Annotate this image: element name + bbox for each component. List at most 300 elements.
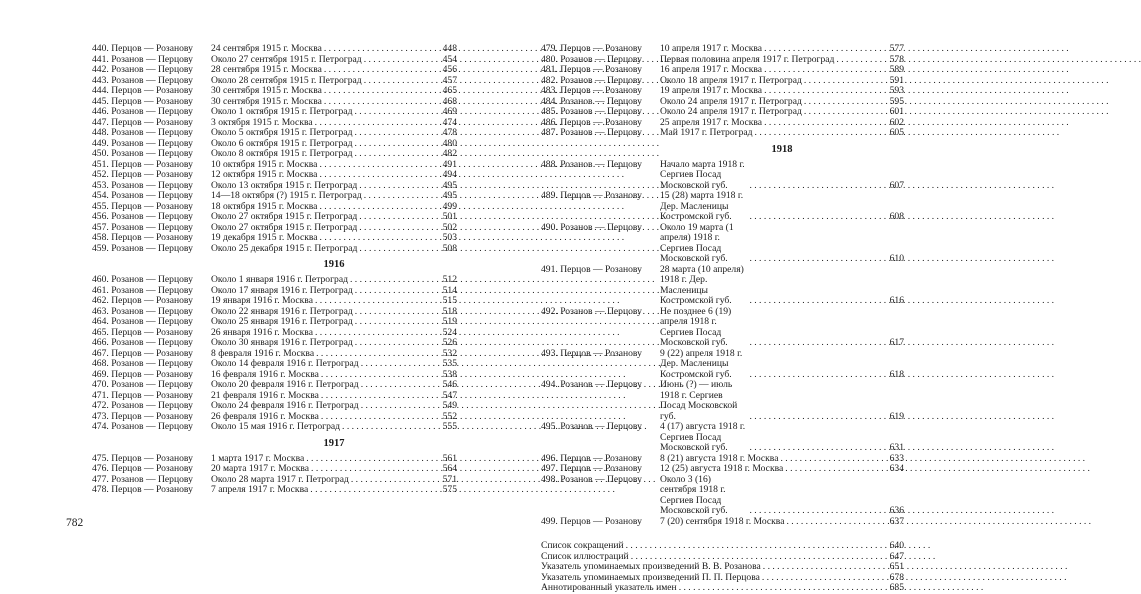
letter-description: Июнь (?) — июль 1918 г. Сергиев Посад Московской губ. — [660, 379, 738, 422]
dot-leader — [319, 170, 437, 181]
dot-leader — [354, 149, 437, 160]
page-ref: 616 — [889, 295, 904, 306]
correspondents: 467. Перцов — Розанову — [92, 347, 193, 359]
correspondents: 442. Розанов — Перцову — [92, 64, 193, 75]
letter-description: 30 сентября 1915 г. Москва — [211, 85, 322, 96]
correspondents: 444. Перцов — Розанову — [92, 85, 193, 96]
letter-entry — [92, 86, 457, 97]
correspondents: 440. Перцов — Розанову — [92, 43, 193, 54]
section-title: Указатель упоминаемых произведений В. В. Розанова — [541, 561, 761, 572]
letter-date-place — [660, 128, 904, 139]
dot-leader — [764, 44, 884, 55]
correspondents: 471. Перцов — Розанову — [92, 389, 193, 401]
correspondents: 497. Перцов — Розанову — [541, 463, 642, 474]
correspondents: 468. Розанов — Перцову — [92, 358, 193, 369]
letter-description: 7 апреля 1917 г. Москва — [211, 484, 309, 495]
letter-entry — [92, 244, 457, 255]
letter-description: Около 15 мая 1916 г. Петроград — [211, 421, 341, 432]
dot-leader — [324, 86, 437, 97]
dot-leader — [749, 181, 884, 192]
page-ref: 518 — [442, 305, 457, 317]
dot-leader — [310, 485, 437, 496]
letter-date-place — [660, 265, 904, 307]
correspondents: 464. Розанов — Перцову — [92, 316, 193, 327]
letter-description: Около 3 (16) сентября 1918 г. Сергиев Посад Московской губ. — [660, 473, 728, 516]
letter-date-place — [211, 149, 457, 160]
letter-date-place — [211, 485, 457, 496]
letter-entry — [92, 191, 457, 202]
letter-entry — [541, 349, 904, 381]
page-ref: 532 — [442, 347, 457, 359]
letter-entry — [541, 107, 904, 118]
right-page — [541, 44, 904, 594]
dot-leader — [749, 412, 884, 423]
correspondents: 477. Розанов — Перцову — [92, 473, 193, 485]
correspondents: 457. Розанов — Перцову — [92, 221, 193, 233]
correspondents: 482. Розанов — Перцову — [541, 74, 642, 86]
dot-leader — [324, 44, 437, 55]
page-ref: 495 — [442, 179, 457, 191]
dot-leader — [311, 464, 437, 475]
letter-entry — [92, 212, 457, 223]
correspondents: 460. Розанов — Перцову — [92, 274, 193, 285]
letter-entry — [541, 160, 904, 192]
letter-entry — [541, 191, 904, 223]
letter-entry — [92, 338, 457, 349]
letter-date-place — [660, 475, 904, 517]
letter-description: 16 февраля 1916 г. Москва — [211, 368, 319, 380]
letter-description: Около 14 февраля 1916 г. Петроград — [211, 358, 359, 369]
letter-description: Около 30 января 1916 г. Петроград — [211, 337, 353, 348]
correspondents: 480. Розанов — Перцову — [541, 53, 642, 65]
correspondents: 495. Розанов — Перцову — [541, 421, 642, 432]
letter-description: 10 октября 1915 г. Москва — [211, 158, 318, 170]
dot-leader — [361, 401, 437, 412]
correspondents: 492. Розанов — Перцову — [541, 305, 642, 317]
correspondents: 473. Перцов — Розанову — [92, 410, 193, 422]
page-ref: 546 — [442, 379, 457, 390]
letter-date-place — [211, 233, 457, 244]
page-ref: 524 — [442, 326, 457, 338]
page-ref: 617 — [889, 337, 904, 348]
year-heading: 1916 — [323, 259, 345, 270]
correspondents: 496. Перцов — Розанову — [541, 452, 642, 464]
correspondents: 469. Перцов — Розанову — [92, 368, 193, 380]
correspondents: 441. Розанов — Перцову — [92, 53, 193, 65]
page-ref: 631 — [889, 442, 904, 453]
letter-entry — [92, 107, 457, 118]
letter-description: Начало марта 1918 г. Сергиев Посад Московской губ. — [660, 158, 745, 191]
letter-date-place — [660, 464, 904, 475]
letter-date-place — [211, 170, 457, 181]
letter-description: 28 сентября 1915 г. Москва — [211, 64, 322, 75]
page-ref: 519 — [442, 316, 457, 327]
letter-description: 16 апреля 1917 г. Москва — [660, 64, 763, 75]
letter-date-place — [660, 422, 904, 454]
left-page — [92, 44, 457, 496]
dot-leader — [355, 338, 437, 349]
letter-date-place — [211, 380, 457, 391]
letter-entry — [541, 65, 904, 76]
letter-entry — [92, 317, 457, 328]
page-ref: 499 — [442, 200, 457, 212]
correspondents: 475. Перцов — Розанову — [92, 452, 193, 464]
dot-leader — [749, 296, 884, 307]
page-ref: 503 — [442, 232, 457, 243]
page-ref: 602 — [889, 116, 904, 128]
dot-leader — [749, 506, 884, 517]
dot-leader — [359, 244, 437, 255]
appendix-section-entry — [541, 541, 904, 552]
letter-entry — [541, 86, 904, 97]
letter-entry — [541, 44, 904, 55]
correspondents: 470. Розанов — Перцову — [92, 379, 193, 390]
letter-entry — [92, 233, 457, 244]
letter-description: Около 27 сентября 1915 г. Петроград — [211, 53, 362, 65]
letter-description: 9 (22) апреля 1918 г. Дер. Масленицы Костромской губ. — [660, 347, 743, 380]
dot-leader — [350, 275, 437, 286]
page-ref: 508 — [442, 242, 457, 254]
page-ref: 634 — [889, 463, 904, 474]
dot-leader — [763, 562, 884, 573]
letter-entry — [92, 485, 457, 496]
correspondents: 459. Розанов — Перцову — [92, 242, 193, 254]
letter-date-place — [211, 422, 457, 433]
letter-date-place — [211, 401, 457, 412]
dot-leader — [320, 233, 437, 244]
letter-description: 19 декабря 1915 г. Москва — [211, 232, 318, 243]
letter-entry — [92, 359, 457, 370]
letter-entry — [541, 517, 904, 528]
correspondents: 491. Перцов — Розанову — [541, 263, 642, 275]
page-ref: 591 — [889, 74, 904, 86]
letter-description: Около 8 октября 1915 г. Петроград — [211, 148, 353, 159]
page-ref: 601 — [889, 106, 904, 117]
page-ref: 469 — [442, 106, 457, 117]
letter-description: Около 27 октября 1915 г. Петроград — [211, 221, 358, 233]
correspondents: 446. Розанов — Перцову — [92, 106, 193, 117]
correspondents: 447. Перцов — Розанову — [92, 116, 193, 128]
dot-leader — [786, 517, 884, 528]
page-ref: 647 — [889, 550, 904, 562]
correspondents: 462. Перцов — Розанову — [92, 295, 193, 306]
page-ref: 608 — [889, 211, 904, 222]
letter-description: Около 25 января 1916 г. Петроград — [211, 316, 353, 327]
page-ref: 549 — [442, 400, 457, 411]
letter-description: 15 (28) марта 1918 г. Дер. Масленицы Костромской губ. — [660, 190, 744, 222]
letter-entry — [92, 401, 457, 412]
correspondents: 455. Перцов — Розанову — [92, 200, 193, 212]
page-ref: 593 — [889, 85, 904, 96]
correspondents: 451. Перцов — Розанову — [92, 158, 193, 170]
correspondents: 486. Перцов — Розанову — [541, 116, 642, 128]
page-ref: 571 — [442, 473, 457, 485]
page-ref: 619 — [889, 410, 904, 422]
letter-date-place — [211, 464, 457, 475]
page-ref: 474 — [442, 116, 457, 128]
dot-leader — [679, 583, 884, 594]
section-title: Список иллюстраций — [541, 550, 629, 562]
letter-description: 10 апреля 1917 г. Москва — [660, 43, 763, 54]
page-ref: 538 — [442, 368, 457, 380]
letter-description: Около 5 октября 1915 г. Петроград — [211, 127, 353, 138]
letter-description: Около 24 февраля 1916 г. Петроград — [211, 400, 359, 411]
letter-date-place — [211, 128, 457, 139]
page-ref: 478 — [442, 127, 457, 138]
correspondents: 458. Перцов — Розанову — [92, 232, 193, 243]
dot-leader — [354, 128, 437, 139]
page-ref: 457 — [442, 74, 457, 86]
dot-leader — [354, 107, 437, 118]
dot-leader — [749, 443, 884, 454]
letter-entry — [541, 475, 904, 517]
letter-date-place — [211, 44, 457, 55]
dot-leader — [749, 212, 884, 223]
correspondents: 489. Перцов — Розанову — [541, 190, 642, 201]
letter-date-place — [211, 317, 457, 328]
letter-entry — [92, 128, 457, 139]
page-ref: 547 — [442, 389, 457, 401]
letter-description: Первая половина апреля 1917 г. Петроград — [660, 53, 835, 65]
letter-description: 25 апреля 1917 г. Москва — [660, 116, 763, 128]
letter-description: Не позднее 6 (19) апреля 1918 г. Сергиев Посад Московской губ. — [660, 305, 732, 348]
letter-date-place — [211, 107, 457, 118]
dot-leader — [764, 86, 884, 97]
letter-date-place — [211, 244, 457, 255]
letter-entry — [541, 128, 904, 139]
letter-entry — [541, 464, 904, 475]
letter-description: 28 марта (10 апреля) 1918 г. Дер. Масленицы Костромской губ. — [660, 263, 744, 306]
letter-description: 26 января 1916 г. Москва — [211, 326, 313, 338]
page-ref: 640 — [889, 540, 904, 551]
letter-date-place — [211, 65, 457, 76]
letter-entry — [92, 149, 457, 160]
correspondents: 456. Розанов — Перцову — [92, 211, 193, 222]
letter-description: 8 (21) августа 1918 г. Москва — [660, 452, 779, 464]
page-ref: 495 — [442, 190, 457, 201]
letter-description: Около 19 марта (1 апреля) 1918 г. Сергиев Посад Московской губ. — [660, 221, 734, 264]
letter-date-place — [211, 296, 457, 307]
letter-entry — [92, 380, 457, 391]
page-ref: 501 — [442, 211, 457, 222]
page-ref: 526 — [442, 337, 457, 348]
page-ref: 618 — [889, 368, 904, 380]
year-heading: 1918 — [771, 143, 793, 155]
page-ref: 578 — [889, 53, 904, 65]
letter-entry — [92, 275, 457, 286]
correspondents: 476. Перцов — Розанову — [92, 463, 193, 474]
letter-date-place — [211, 275, 457, 286]
letter-description: Около 1 января 1916 г. Петроград — [211, 274, 348, 285]
letter-description: Около 24 апреля 1917 г. Петроград — [660, 106, 802, 117]
dot-leader — [361, 359, 437, 370]
letter-date-place — [211, 338, 457, 349]
letter-date-place — [660, 65, 904, 76]
letter-entry — [541, 422, 904, 454]
year-heading: 1917 — [323, 437, 345, 449]
letter-date-place — [660, 517, 904, 528]
correspondents: 465. Перцов — Розанову — [92, 326, 193, 338]
correspondents: 488. Розанов — Перцову — [541, 158, 642, 170]
letter-entry — [92, 296, 457, 307]
letter-description: 19 апреля 1917 г. Москва — [660, 85, 763, 96]
letter-date-place — [211, 86, 457, 97]
letter-description: 8 февраля 1916 г. Москва — [211, 347, 315, 359]
letter-description: Около 13 октября 1915 г. Петроград — [211, 179, 358, 191]
letter-description: 26 февраля 1916 г. Москва — [211, 410, 319, 422]
letter-date-place — [660, 86, 904, 97]
letter-date-place — [211, 212, 457, 223]
page-ref: 468 — [442, 95, 457, 107]
correspondents: 479. Перцов — Розанову — [541, 43, 642, 54]
page-ref: 535 — [442, 358, 457, 369]
letter-entry — [92, 44, 457, 55]
page-ref: 491 — [442, 158, 457, 170]
correspondents: 453. Розанов — Перцову — [92, 179, 193, 191]
page-ref: 494 — [442, 169, 457, 180]
page-ref: 561 — [442, 452, 457, 464]
letter-description: Около 6 октября 1915 г. Петроград — [211, 137, 353, 149]
dot-leader — [749, 370, 884, 381]
dot-leader — [315, 296, 437, 307]
letter-date-place — [660, 349, 904, 381]
letter-description: 24 сентября 1915 г. Москва — [211, 43, 322, 54]
dot-leader — [626, 541, 884, 552]
letter-description: 4 (17) августа 1918 г. Сергиев Посад Московской губ. — [660, 421, 746, 453]
letter-description: Около 24 апреля 1917 г. Петроград — [660, 95, 802, 107]
correspondents: 450. Розанов — Перцову — [92, 148, 193, 159]
letter-date-place — [660, 160, 904, 192]
letter-description: 30 сентября 1915 г. Москва — [211, 95, 322, 107]
letter-description: 19 января 1916 г. Москва — [211, 295, 313, 306]
dot-leader — [359, 212, 437, 223]
correspondents: 494. Розанов — Перцову — [541, 379, 642, 390]
letter-description: 1 марта 1917 г. Москва — [211, 452, 305, 464]
section-title: Указатель упоминаемых произведений П. П. Перцова — [541, 571, 760, 583]
correspondents: 454. Розанов — Перцову — [92, 190, 193, 201]
page-ref: 456 — [442, 64, 457, 75]
correspondents: 484. Розанов — Перцову — [541, 95, 642, 107]
appendix-section-entry — [541, 583, 904, 594]
letter-entry — [92, 170, 457, 181]
page-ref: 454 — [442, 53, 457, 65]
letter-description: Около 28 сентября 1915 г. Петроград — [211, 74, 362, 86]
correspondents: 461. Розанов — Перцову — [92, 284, 193, 296]
page-ref: 633 — [889, 452, 904, 464]
correspondents: 449. Розанов — Перцову — [92, 137, 193, 149]
letter-description: 20 марта 1917 г. Москва — [211, 463, 310, 474]
correspondents: 474. Розанов — Перцову — [92, 421, 193, 432]
page-ref: 651 — [889, 561, 904, 572]
letter-description: 7 (20) сентября 1918 г. Москва — [660, 515, 785, 527]
correspondents: 445. Перцов — Розанову — [92, 95, 193, 107]
letter-description: 12 октября 1915 г. Москва — [211, 169, 318, 180]
page-ref: 685 — [889, 582, 904, 593]
letter-date-place — [660, 307, 904, 349]
letter-description: 12 (25) августа 1918 г. Москва — [660, 463, 784, 474]
page-ref: 512 — [442, 274, 457, 285]
page-ref: 678 — [889, 571, 904, 583]
letter-description: 18 октября 1915 г. Москва — [211, 200, 318, 212]
letter-description: Май 1917 г. Петроград — [660, 127, 753, 138]
dot-leader — [749, 254, 884, 265]
page-ref: 515 — [442, 295, 457, 306]
letter-date-place — [660, 380, 904, 422]
correspondents: 472. Розанов — Перцову — [92, 400, 193, 411]
dot-leader — [785, 464, 884, 475]
dot-leader — [364, 191, 437, 202]
correspondents: 485. Розанов — Перцову — [541, 106, 642, 117]
letter-description: 3 октября 1915 г. Москва — [211, 116, 313, 128]
letter-description: 14—18 октября (?) 1915 г. Петроград — [211, 190, 362, 201]
page-ref: 564 — [442, 463, 457, 474]
page-ref: 482 — [442, 148, 457, 159]
letter-date-place — [660, 44, 904, 55]
section-title: Аннотированный указатель имен — [541, 582, 677, 593]
page-ref: 480 — [442, 137, 457, 149]
letter-date-place — [211, 191, 457, 202]
page-ref: 589 — [889, 64, 904, 75]
dot-leader — [764, 65, 884, 76]
page-number: 782 — [66, 517, 84, 529]
letter-description: Около 25 декабря 1915 г. Петроград — [211, 242, 358, 254]
letter-description: Около 27 октября 1915 г. Петроград — [211, 211, 358, 222]
page-ref: 607 — [889, 179, 904, 191]
dot-leader — [804, 107, 884, 118]
letter-description: Около 1 октября 1915 г. Петроград — [211, 106, 353, 117]
page-ref: 605 — [889, 127, 904, 138]
letter-entry — [541, 380, 904, 422]
correspondents: 443. Розанов — Перцову — [92, 74, 193, 86]
letter-description: Около 17 января 1916 г. Петроград — [211, 284, 353, 296]
dot-leader — [342, 422, 437, 433]
letter-entry — [541, 223, 904, 265]
letter-description: Около 20 февраля 1916 г. Петроград — [211, 379, 359, 390]
page-ref: 552 — [442, 410, 457, 422]
letter-description: Около 28 марта 1917 г. Петроград — [211, 473, 349, 485]
dot-leader — [361, 380, 437, 391]
section-title: Список сокращений — [541, 540, 624, 551]
letter-date-place — [660, 191, 904, 223]
appendix-sections — [541, 541, 904, 594]
correspondents: 499. Перцов — Розанову — [541, 515, 642, 527]
page-ref: 637 — [889, 515, 904, 527]
letter-description: Около 18 апреля 1917 г. Петроград — [660, 74, 802, 86]
page-ref: 555 — [442, 421, 457, 432]
page-ref: 465 — [442, 85, 457, 96]
page-ref: 514 — [442, 284, 457, 296]
page-ref: 577 — [889, 43, 904, 54]
dot-leader — [324, 65, 437, 76]
letter-entry — [92, 422, 457, 433]
page-ref: 636 — [889, 505, 904, 516]
letter-date-place — [660, 107, 904, 118]
dot-leader — [755, 128, 884, 139]
correspondents: 478. Перцов — Розанову — [92, 484, 193, 495]
letter-date-place — [660, 223, 904, 265]
correspondents: 448. Розанов — Перцову — [92, 127, 193, 138]
page-ref: 575 — [442, 484, 457, 495]
letter-entry — [541, 265, 904, 307]
letter-entry — [92, 464, 457, 475]
correspondents: 490. Розанов — Перцову — [541, 221, 642, 233]
appendix-section-entry — [541, 562, 904, 573]
correspondents: 483. Перцов — Розанову — [541, 85, 642, 96]
correspondents: 466. Розанов — Перцову — [92, 337, 193, 348]
correspondents: 487. Розанов — Перцову — [541, 127, 642, 138]
letter-entry — [92, 65, 457, 76]
page-ref: 448 — [442, 43, 457, 54]
